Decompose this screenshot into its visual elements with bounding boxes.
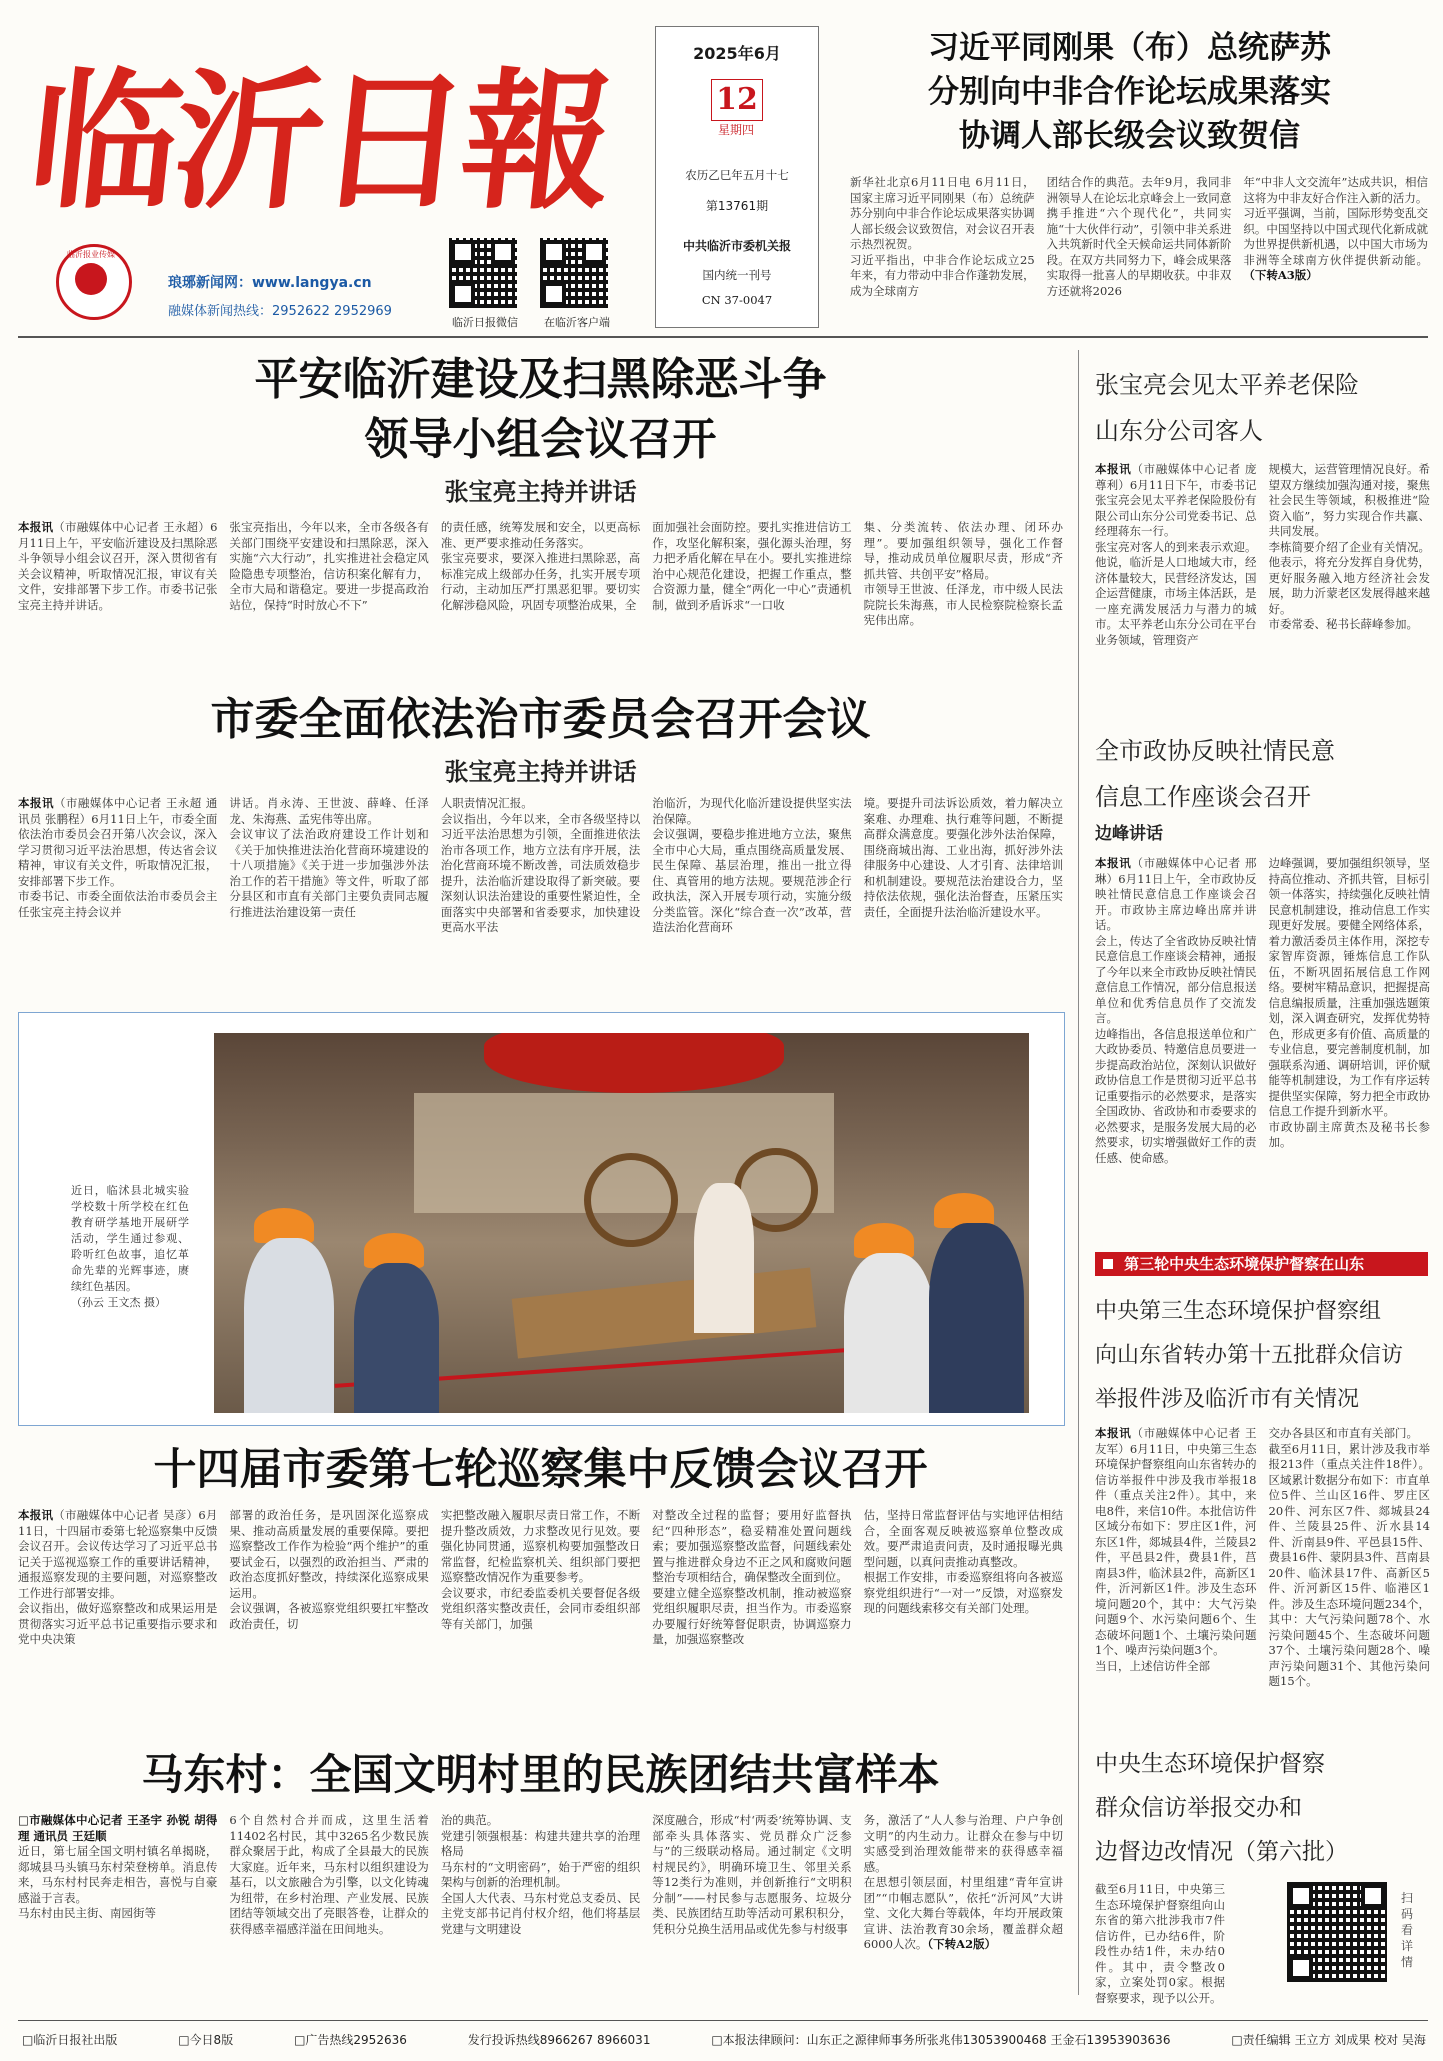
r2-col-1: 本报讯（市融媒体中心记者 邢琳）6月11日上午，全市政协反映社情民意信息工作座谈会召开。市政协主席边峰出席并讲话。 会上，传达了全省政协反映社情民意信息工作座谈会精神，通报了今年以来全市政协反映社情民意信息工作情况，部分信息报送单位和优秀信息员作了交流发言。 边峰指出，各信息报送单位和广大政协委员、特邀信息员要进一步提高政治站位，深刻认识做好政协信息工作是贯彻习近平总书记重要指示的必然要求，是落实全国政协、省政协和市委要求的必然要求，是服务发展大局的必然要求，切实增强做好工作的责任感、使命感。: [1095, 856, 1257, 1165]
lead-body: [850, 175, 1428, 325]
r3-col-2: 交办各县区和市直有关部门。 截至6月11日，累计涉及我市举报213件（重点关注件18件）。区域累计数据分布如下：市直单位5件、兰山区16件、罗庄区20件、河东区7件、郯城县24件、兰陵县25件、沂水县14件、沂南县9件、平邑县15件、费县16件、蒙阴县3件、莒南县20件、临沭县17件、高新区5件、沂河新区15件、临港区1件。涉及生态环境问题234个，其中：大气污染问题78个、水污染问题45个、生态破坏问题37个、土壤污染问题28个、噪声污染问题31个、其他污染问题15个。: [1268, 1426, 1430, 1688]
weekday: 星期四: [717, 123, 754, 137]
student-figure-2: [354, 1263, 439, 1413]
lead-col-1: 新华社北京6月11日电 6月11日，国家主席习近平同刚果（布）总统萨苏分别向中非合作论坛成果落实协调人部长级会议致贺信，对会议召开表示热烈祝贺。 习近平指出，中非合作论坛成立25年来，有力带动中非合作蓬勃发展，成为全球南方: [850, 175, 1035, 298]
a4-body: [18, 1813, 1063, 1983]
footer-edition: □今日8版: [178, 2033, 234, 2047]
r3-col-1: 本报讯（市融媒体中心记者 王友军）6月11日，中央第三生态环境保护督察组向山东省转办的信访举报件中涉及我市举报18件（重点关注2件）。其中，来电8件，来信10件。本批信访件区域分布如下：罗庄区1件，河东区1件，郯城县4件，兰陵县2件，平邑县2件，费县1件，莒南县3件，临沭县2件，高新区1件，沂河新区1件。涉及生态环境问题20个，其中：大气污染问题9个、水污染问题6个、生态破坏问题1个、土壤污染问题1个、噪声污染问题3个。 当日，上述信访件全部: [1095, 1426, 1257, 1673]
footer-ad-hotline: □广告热线2952636: [294, 2033, 407, 2047]
news-hotline: 融媒体新闻热线：2952622 2952969: [168, 304, 392, 319]
lead-col-2: 团结合作的典范。去年9月，我同非洲领导人在论坛北京峰会上一致同意携手推进“六个现代化”，共同实施“十大伙伴行动”，引领中非关系进入共筑新时代全天候命运共同体新阶段。在双方共同努力下，峰会成果落实取得一批喜人的早期收获。中非双方还就将2026: [1046, 175, 1232, 298]
a1-title-line1: 平安临沂建设及扫黑除恶斗争: [254, 354, 827, 405]
lead-title-line2: 分别向中非合作论坛成果落实: [928, 74, 1331, 110]
cart-wheel-1: [584, 1153, 678, 1247]
r3-title-line1: 中央第三生态环境保护督察组: [1095, 1299, 1382, 1324]
r4-title-line2: 群众信访举报交办和: [1095, 1795, 1302, 1821]
footer-complaint-hotline: 发行投诉热线8966267 8966031: [467, 2033, 651, 2047]
footer-legal-advisor: □本报法律顾问：山东正之源律师事务所张兆伟13053900468 王金石13953903636: [711, 2033, 1171, 2047]
red-flag-shape: [484, 1033, 784, 1093]
a1-col-2: 张宝亮指出，今年以来，全市各级各有关部门围绕平安建设和扫黑除恶，深入实施“六大行动”，扎实推进社会稳定风险隐患专项整治，信访积案化解有力，全市大局和谐稳定。要进一步提高政治站位，保持“时时放心不下”: [229, 520, 429, 612]
right-article-2: [1095, 728, 1430, 1216]
issue-date: 2025年6月: [693, 44, 781, 63]
a2-body: [18, 796, 1063, 961]
a4-col-5: 务，激活了“人人参与治理、户户争创文明”的内生动力。让群众在参与中切实感受到治理效能带来的获得感幸福感。 在思想引领层面，村里组建“青年宣讲团”“巾帼志愿队”，依托“沂河风”大讲堂、文化大舞台等载体，年均开展政策宣讲、法治教育30余场，覆盖群众超6000人次。（下转A2版）: [863, 1813, 1064, 1951]
a1-col-1: 本报讯（市融媒体中心记者 王永超）6月11日上午，平安临沂建设及扫黑除恶斗争领导小组会议召开，深入贯彻省有关会议精神，听取情况汇报，审议有关文件，安排部署下步工作。市委书记张宝亮主持并讲话。: [18, 520, 218, 612]
issue-number: 第13761期: [705, 199, 769, 213]
wechat-qr-label: 临沂日报微信: [452, 316, 518, 329]
r1-title-line1: 张宝亮会见太平养老保险: [1095, 371, 1359, 399]
a3-col-1: 本报讯（市融媒体中心记者 吴彦）6月11日，十四届市委第七轮巡察集中反馈会议召开。会议传达学习了习近平总书记关于巡视巡察工作的重要讲话精神，通报巡察发现的主要问题，对巡察整改工作进行部署安排。 会议指出，做好巡察整改和成果运用是贯彻落实习近平总书记重要指示要求和党中央决策: [18, 1508, 218, 1646]
r1-col-2: 规模大，运营管理情况良好。希望双方继续加强沟通对接，聚焦社会民生等领域，积极推进“险资入临”，努力实现合作共赢、共同发展。 李栋简要介绍了企业有关情况。他表示，将充分发挥自身优势，更好服务融入地方经济社会发展，助力沂蒙老区发展得越来越好。 市委常委、秘书长薛峰参加。: [1268, 462, 1430, 631]
r3-body: [1095, 1426, 1430, 1726]
r3-title-line2: 向山东省转办第十五批群众信访: [1095, 1343, 1404, 1368]
guide-figure: [694, 1183, 754, 1333]
a3-col-4: 对整改全过程的监督；要用好监督执纪“四种形态”，稳妥精准处置问题线索；要加强巡察整改监督，问题线索处置与推进群众身边不正之风和腐败问题整治专项相结合，确保整改全面到位。 要建立健全巡察整改机制，推动被巡察党组织履职尽责，担当作为。市委巡察办要履行好统筹督促职责，协调巡察力量，加强巡察整改: [652, 1508, 852, 1646]
lead-headline: [832, 26, 1427, 158]
a3-col-5: 估，坚持日常监督评估与实地评估相结合，全面客观反映被巡察单位整改成效。要严肃追责问责，及时通报曝光典型问题，以真问责推动真整改。 根据工作安排，市委巡察组将向各被巡察党组织进行“一对一”反馈，对巡察发现的问题线索移交有关部门处理。: [863, 1508, 1064, 1615]
a2-col-4: 治临沂，为现代化临沂建设提供坚实法治保障。 会议强调，要稳步推进地方立法，聚焦全市中心大局，重点围绕高质量发展、民生保障、基层治理，推出一批立得住、真管用的地方法规。要规范涉企行政执法，深入开展专项行动，实施分级分类监管。深化“综合查一次”改革，营造法治化营商环: [652, 796, 852, 934]
logo-text: 临沂报业传媒: [67, 250, 115, 259]
photo-feature: [18, 1012, 1065, 1426]
r1-body: [1095, 462, 1430, 710]
right-article-4: [1095, 1742, 1430, 2032]
lunar-date: 农历乙巳年五月十七: [685, 168, 789, 182]
day-number: 12: [711, 79, 763, 121]
app-qr-icon[interactable]: [540, 238, 608, 308]
website-link[interactable]: 琅琊新闻网：www.langya.cn: [168, 275, 372, 291]
details-qr-icon[interactable]: [1287, 1882, 1387, 1982]
lead-continued[interactable]: （下转A3版）: [1243, 268, 1318, 282]
right-article-3: [1095, 1290, 1430, 1726]
a4-continued[interactable]: （下转A2版）: [927, 1937, 997, 1951]
a2-col-1: 本报讯（市融媒体中心记者 王永超 通讯员 张鹏程）6月11日上午，市委全面依法治市委员会召开第八次会议，深入学习贯彻习近平法治思想，传达省会议精神，审议有关文件，听取情况汇报，安排部署下步工作。 市委书记、市委全面依法治市委员会主任张宝亮主持会议并: [18, 796, 218, 919]
footer-publisher: □临沂日报社出版: [22, 2033, 118, 2047]
cn-label: 国内统一刊号: [702, 268, 772, 282]
supervision-banner: [1095, 1252, 1428, 1276]
r1-col-1: 本报讯（市融媒体中心记者 庞尊利）6月11日下午，市委书记张宝亮会见太平养老保险股份有限公司山东分公司党委书记、总经理蒋东一行。 张宝亮对客人的到来表示欢迎。他说，临沂是人口地域大市，经济体量较大，民营经济发达，国企运营健康，市场主体活跃，是一座充满发展活力与潜力的城市。太平养老山东分公司在平台业务领域，管理资产: [1095, 462, 1257, 647]
a4-col-3: 治的典范。 党建引领强根基：构建共建共享的治理格局 马东村的“文明密码”，始于严密的组织架构与创新的治理机制。 全国人大代表、马东村党总支委员、民主党支部书记肖付权介绍，他们将基层党建与文明建设: [440, 1813, 641, 1936]
a1-col-3: 的责任感，统筹发展和安全，以更高标准、更严要求推动任务落实。 张宝亮要求，要深入推进扫黑除恶，高标准完成上级部办任务，扎实开展专项行动，主动加压严打黑恶犯罪。要切实化解涉稳风险，巩固专项整治成果，全: [440, 520, 641, 612]
org-name: 中共临沂市委机关报: [682, 239, 791, 253]
right-article-1: [1095, 362, 1430, 710]
r2-subtitle: 边峰讲话: [1095, 824, 1163, 844]
r4-body: 截至6月11日，中央第三生态环境保护督察组向山东省的第六批涉我市7件信访件，已办结6件，阶段性办结1件，未办结0件。其中，责令整改0家，立案处罚0家。根据督察要求，现予以公开。: [1095, 1882, 1225, 2005]
a2-subtitle: 张宝亮主持并讲话: [444, 758, 637, 786]
a1-col-4: 面加强社会面防控。要扎实推进信访工作，攻坚化解积案，强化源头治理，努力把矛盾化解在早在小。要扎实推进综治中心规范化建设，把握工作重点，整合资源力量，健全“两化一中心”责通机制，做到矛盾诉求“一口收: [652, 520, 852, 612]
footer-bar: [22, 2028, 1426, 2052]
a1-title-line2: 领导小组会议召开: [364, 414, 717, 465]
student-figure-3: [844, 1253, 934, 1413]
a3-title: 十四届市委第七轮巡察集中反馈会议召开: [153, 1445, 928, 1495]
a4-col-1: □市融媒体中心记者 王圣宇 孙锐 胡得理 通讯员 王廷顺 近日，第七届全国文明村镇名单揭晓，郯城县马头镇马东村荣登榜单。消息传来，马东村村民奔走相告，喜悦与自豪感溢于言表。 马东村由民主街、南园街等: [18, 1813, 218, 1920]
a4-col-4: 深度融合，形成“村‘两委’统筹协调、支部牵头具体落实、党员群众广泛参与”的三级联动格局。通过制定《文明村规民约》，明确环境卫生、邻里关系等12类行为准则，并创新推行“文明积分制”——村民参与志愿服务、垃圾分类、民族团结互助等活动可累积积分，凭积分兑换生活用品或优先参与村级事: [652, 1813, 852, 1936]
article-rule-of-law: [18, 690, 1063, 961]
a1-subtitle: 张宝亮主持并讲话: [444, 478, 637, 506]
a3-col-3: 实把整改融入履职尽责日常工作，不断提升整改质效，力求整改见行见效。要强化协同贯通，巡察机构要加强整改日常监督，纪检监察机关、组织部门要把巡察整改情况作为重要参考。 会议要求，市纪委监委机关要督促各级党组织落实整改责任，会同市委组织部等有关部门，加强: [440, 1508, 641, 1631]
a2-col-5: 境。要提升司法诉讼质效，着力解决立案难、办理难、执行难等问题，不断提高群众满意度。要强化涉外法治保障，围绕商城出海、工业出海，抓好涉外法律服务中心建设、人才引育、法律培训和机制建设。要规范法治建设合力，坚持依法依规，强化法治督查，压紧压实责任，全面提升法治临沂建设水平。: [863, 796, 1064, 919]
a4-col-2: 6个自然村合并而成，这里生活着11402名村民，其中3265名少数民族群众聚居于此，构成了全县最大的民族大家庭。近年来，马东村以组织建设为基石，以文旅融合为引擎，以文化铸魂为纽带，在乡村治理、产业发展、民族团结等领域交出了亮眼答卷，让群众的获得感幸福感洋溢在田间地头。: [229, 1813, 429, 1936]
r3-title-line3: 举报件涉及临沂市有关情况: [1095, 1387, 1360, 1412]
date-block: [655, 26, 819, 328]
article-inspection: [18, 1440, 1063, 1686]
r4-title-line1: 中央生态环境保护督察: [1095, 1751, 1325, 1777]
student-figure-4: [929, 1223, 1024, 1413]
r2-col-2: 边峰强调，要加强组织领导，坚持高位推动、齐抓共管，目标引领一体落实，持续强化反映社情民意机制建设，推动信息工作实现更好发展。要健全网络体系，着力激活委员主体作用，深挖专家智库资源，锤炼信息工作队伍，不断巩固拓展信息工作网络。要树牢精品意识，把握提高信息编报质量，注重加强选题策划，深入调查研究，发挥优势特色，形成更多有价值、高质量的专业信息，要完善制度机制，加强联系沟通、调研培训，评价赋能等机制建设，为工作有序运转提供坚实保障，努力把全市政协信息工作提升到新水平。 市政协副主席黄杰及秘书长参加。: [1268, 856, 1430, 1149]
student-figure-1: [244, 1238, 334, 1413]
lead-title-line3: 协调人部长级会议致贺信: [959, 118, 1300, 154]
photo-credit: （孙云 王文杰 摄）: [71, 1296, 166, 1309]
banner-text: 第三轮中央生态环境保护督察在山东: [1124, 1255, 1365, 1273]
wooden-cart: [512, 1267, 817, 1358]
qr-scan-label: 扫码看详情: [1401, 1891, 1414, 1969]
banner-square-icon: [1103, 1259, 1113, 1269]
r1-title-line2: 山东分公司客人: [1095, 417, 1263, 445]
a1-body: [18, 520, 1063, 630]
app-qr-label: 在临沂客户端: [544, 316, 610, 329]
cn-number: CN 37-0047: [701, 293, 773, 307]
a2-title: 市委全面依法治市委员会召开会议: [210, 694, 871, 745]
wechat-qr-icon[interactable]: [449, 238, 517, 308]
a4-title: 马东村：全国文明村里的民族团结共富样本: [141, 1750, 940, 1799]
students-visit-photo: [214, 1033, 1029, 1413]
article-public-safety: [18, 350, 1063, 630]
r2-title-line2: 信息工作座谈会召开: [1095, 783, 1311, 811]
r2-body: [1095, 856, 1430, 1216]
footer-editors: □责任编辑 王立方 刘成果 校对 吴海: [1231, 2033, 1426, 2047]
a3-body: [18, 1508, 1063, 1686]
a2-col-2: 讲话。肖永涛、王世波、薛峰、任泽龙、朱海燕、孟宪伟等出席。 会议审议了法治政府建设工作计划和《关于加快推进法治化营商环境建设的十八项措施》《关于进一步加强涉外法治工作的若干措施》等文件，听取了部分县区和市直有关部门主要负责同志履行推进法治建设第一责任: [229, 796, 429, 919]
masthead-divider: [18, 336, 1428, 338]
a1-col-5: 集、分类流转、依法办理、闭环办理”。要加强组织领导，强化工作督导，推动成员单位履职尽责，形成“齐抓共管、共创平安”格局。 市领导王世波、任泽龙，市中级人民法院院长朱海燕，市人民检察院检察长孟宪伟出席。: [863, 520, 1064, 627]
lead-title-line1: 习近平同刚果（布）总统萨苏: [928, 30, 1331, 66]
a3-col-2: 部署的政治任务，是巩固深化巡察成果、推动高质量发展的重要保障。要把巡察整改工作作为检验“两个维护”的重要试金石，以强烈的政治担当、严肃的政治态度抓好整改，持续深化巡察成果运用。 会议强调，各被巡察党组织要扛牢整改政治责任，切: [229, 1508, 429, 1631]
r4-title-line3: 边督边改情况（第六批）: [1095, 1839, 1348, 1865]
article-madong-village: [18, 1745, 1063, 1983]
a2-col-3: 人职责情况汇报。 会议指出，今年以来，全市各级坚持以习近平法治思想为引领，全面推进依法治市各项工作，地方立法有序开展，法治化营商环境不断改善，司法质效稳步提升，法治临沂建设取得了新突破。要深刻认识法治建设的重要性紧迫性，全面落实中央部署和省委要求，加快建设更高水平法: [440, 796, 641, 934]
r2-title-line1: 全市政协反映社情民意: [1095, 737, 1335, 765]
column-divider: [1078, 350, 1079, 1995]
masthead-title: 临沂日報: [21, 54, 616, 230]
footer-divider: [18, 2020, 1428, 2021]
photo-caption: 近日，临沭县北城实验学校数十所学校在红色教育研学基地开展研学活动，学生通过参观、聆听红色故事，追忆革命先辈的光辉事迹，赓续红色基因。 （孙云 王文杰 摄）: [71, 1184, 189, 1309]
lead-col-3: 年“中非人文交流年”达成共识，相信这将为中非友好合作注入新的活力。 习近平强调，当前，国际形势变乱交织。中国坚持以中国式现代化新成就为世界提供新机遇，以中国大市场为非洲等全球南方伙伴提供新动能。（下转A3版）: [1243, 175, 1429, 282]
